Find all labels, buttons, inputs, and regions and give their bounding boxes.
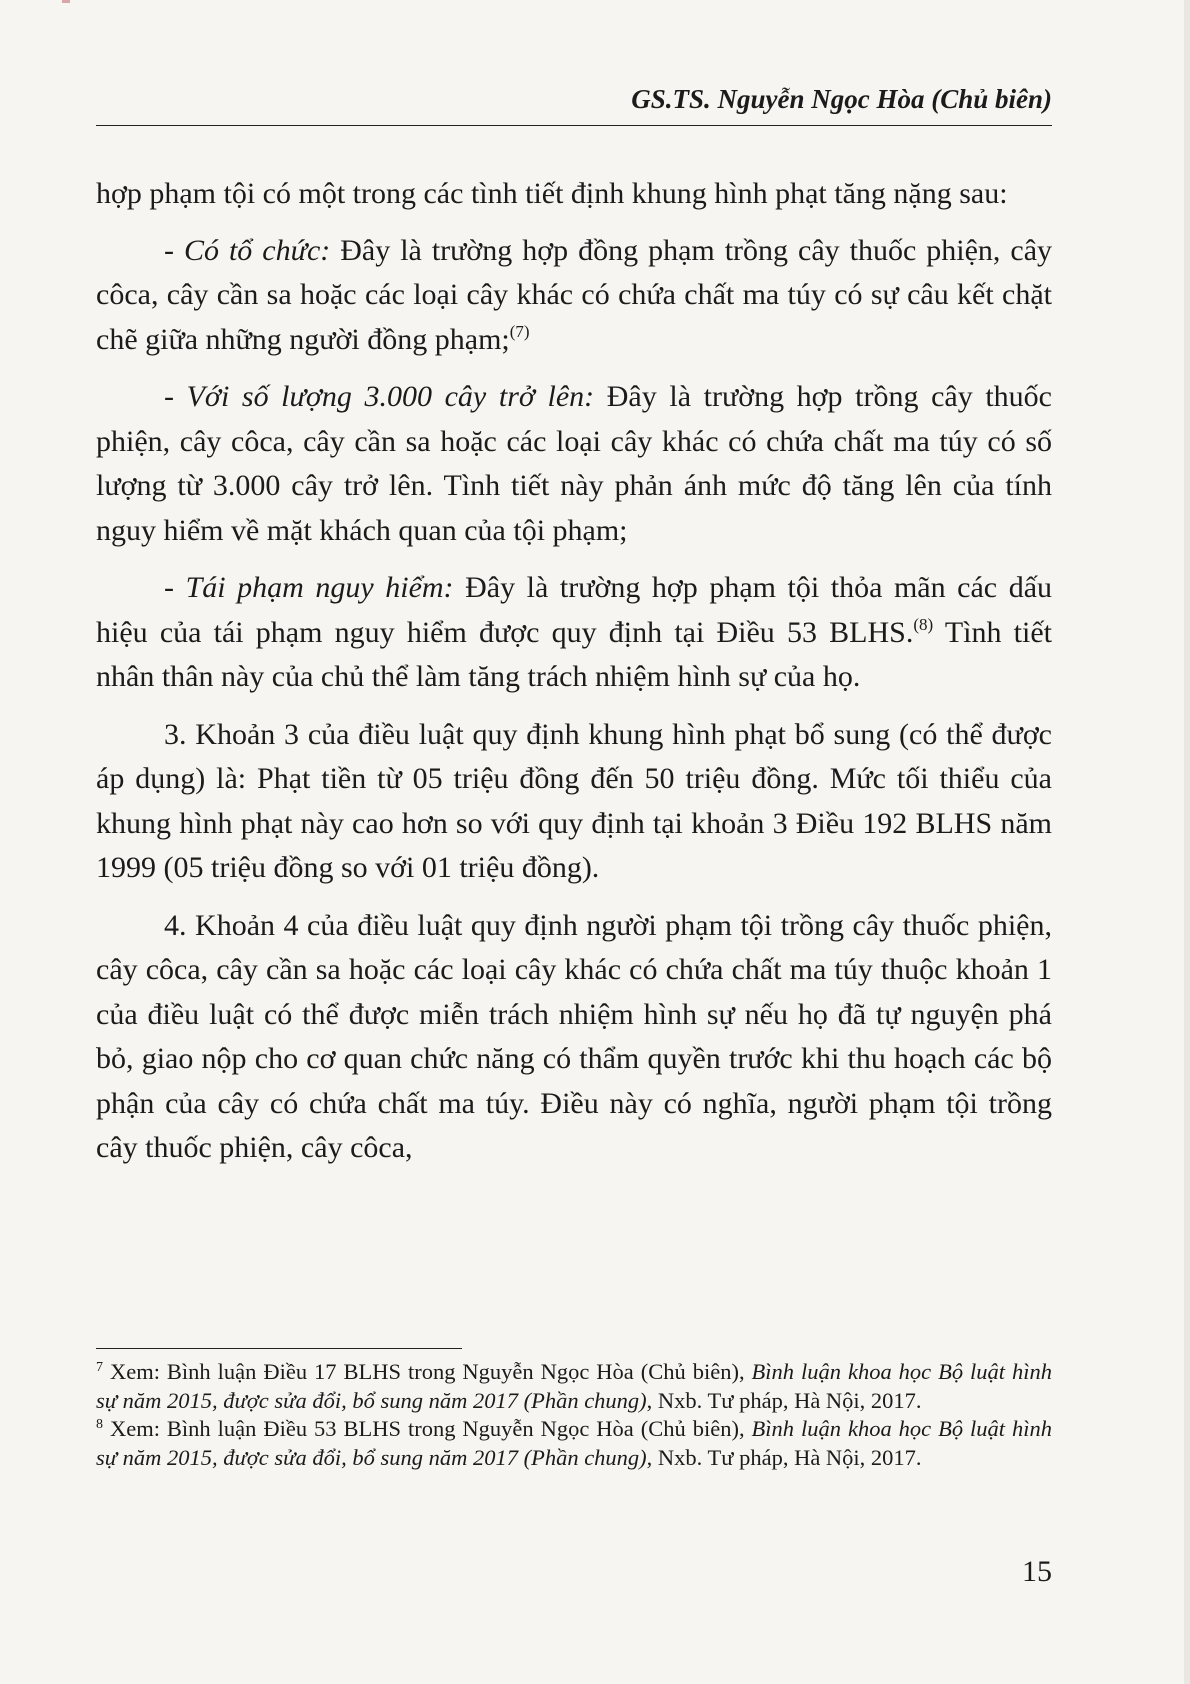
- footnote-marker: 7: [96, 1360, 103, 1375]
- running-header: GS.TS. Nguyễn Ngọc Hòa (Chủ biên): [631, 84, 1052, 114]
- footnote-7: [96, 1358, 1052, 1415]
- footnote-8: [96, 1415, 1052, 1472]
- paragraph-text: Đây là trường hợp trồng cây thuốc phiện, cây côca, cây cần sa hoặc các loại cây khác có chứa chất ma túy có số lượng từ 3.000 cây trở lên. Tình tiết này phản ánh mức độ tăng lên của tính nguy hiểm về mặt khách quan của tội phạm;: [96, 380, 1052, 547]
- body-text: [96, 172, 1052, 1184]
- paragraph-text: Đây là trường hợp đồng phạm trồng cây thuốc phiện, cây côca, cây cần sa hoặc các loại cây khác có chứa chất ma túy có sự câu kết chặt chẽ giữa những người đồng phạm;: [96, 233, 1053, 356]
- term-co-to-chuc: Có tổ chức:: [183, 233, 331, 267]
- footnote-marker: 8: [96, 1417, 103, 1432]
- footnote-text: Xem: Bình luận Điều 53 BLHS trong Nguyễn Ngọc Hòa (Chủ biên),: [109, 1416, 745, 1441]
- footnote-text: Xem: Bình luận Điều 17 BLHS trong Nguyễn Ngọc Hòa (Chủ biên),: [109, 1359, 745, 1384]
- footnote-book-title: Bình luận khoa học Bộ luật hình sự năm 2015, được sửa đổi, bổ sung năm 2017 (Phần chung): [96, 1416, 1053, 1470]
- header-rule: [96, 125, 1052, 126]
- footnote-rule: [96, 1348, 462, 1349]
- footnote-text: , Nxb. Tư pháp, Hà Nội, 2017.: [646, 1387, 922, 1413]
- paragraph-khoan-4: 4. Khoản 4 của điều luật quy định người phạm tội trồng cây thuốc phiện, cây côca, cây cần sa hoặc các loại cây khác có chứa chất ma túy thuộc khoản 1 của điều luật có thể được miễn trách nhiệm hình sự nếu họ đã tự nguyện phá bỏ, giao nộp cho cơ quan chức năng có thẩm quyền trước khi thu hoạch các bộ phận của cây có chứa chất ma túy. Điều này có nghĩa, người phạm tội trồng cây thuốc phiện, cây côca,: [96, 908, 1052, 1164]
- scan-edge-mark: [62, 0, 70, 3]
- paragraph-tai-pham: - Tái phạm nguy hiểm: Đây là trường hợp phạm tội thỏa mãn các dấu hiệu của tái phạm nguy hiểm được quy định tại Điều 53 BLHS.$^{(8)}$ Tình tiết nhân thân này của chủ thể làm tăng trách nhiệm hình sự của họ.: [96, 571, 1053, 693]
- footnote-ref-7[interactable]: (7): [509, 321, 530, 341]
- term-so-luong: Với số lượng 3.000 cây trở lên:: [186, 380, 595, 413]
- paragraph-to-chuc: - Có tổ chức: Đây là trường hợp đồng phạm trồng cây thuốc phiện, cây côca, cây cần sa hoặc các loại cây khác có chứa chất ma túy có sự câu kết chặt chẽ giữa những người đồng phạm;$^{(7)}$: [96, 233, 1053, 356]
- page-number: 15: [1022, 1555, 1052, 1588]
- footnotes: [96, 1358, 1052, 1472]
- paragraph-so-luong: - Với số lượng 3.000 cây trở lên: Đây là trường hợp trồng cây thuốc phiện, cây côca, cây cần sa hoặc các loại cây khác có chứa chất ma túy có số lượng từ 3.000 cây trở lên. Tình tiết này phản ánh mức độ tăng lên của tính nguy hiểm về mặt khách quan của tội phạm;: [96, 380, 1052, 547]
- paragraph-continuation: hợp phạm tội có một trong các tình tiết định khung hình phạt tăng nặng sau:: [96, 177, 1008, 210]
- page-right-edge: [1184, 0, 1190, 1684]
- footnote-book-title: Bình luận khoa học Bộ luật hình sự năm 2015, được sửa đổi, bổ sung năm 2017 (Phần chung): [96, 1359, 1053, 1413]
- footnote-ref-8[interactable]: (8): [913, 614, 934, 634]
- term-tai-pham: Tái phạm nguy hiểm:: [185, 571, 454, 604]
- paragraph-khoan-3: 3. Khoản 3 của điều luật quy định khung hình phạt bổ sung (có thể được áp dụng) là: Phạt tiền từ 05 triệu đồng đến 50 triệu đồng. Mức tối thiểu của khung hình phạt này cao hơn so với quy định tại khoản 3 Điều 192 BLHS năm 1999 (05 triệu đồng so với 01 triệu đồng).: [96, 717, 1052, 884]
- paragraph-text: Tình tiết nhân thân này của chủ thể làm tăng trách nhiệm hình sự của họ.: [96, 615, 1052, 693]
- paragraph-text: Đây là trường hợp phạm tội thỏa mãn các dấu hiệu của tái phạm nguy hiểm được quy định tại Điều 53 BLHS.: [96, 571, 1053, 649]
- footnote-text: , Nxb. Tư pháp, Hà Nội, 2017.: [646, 1444, 922, 1470]
